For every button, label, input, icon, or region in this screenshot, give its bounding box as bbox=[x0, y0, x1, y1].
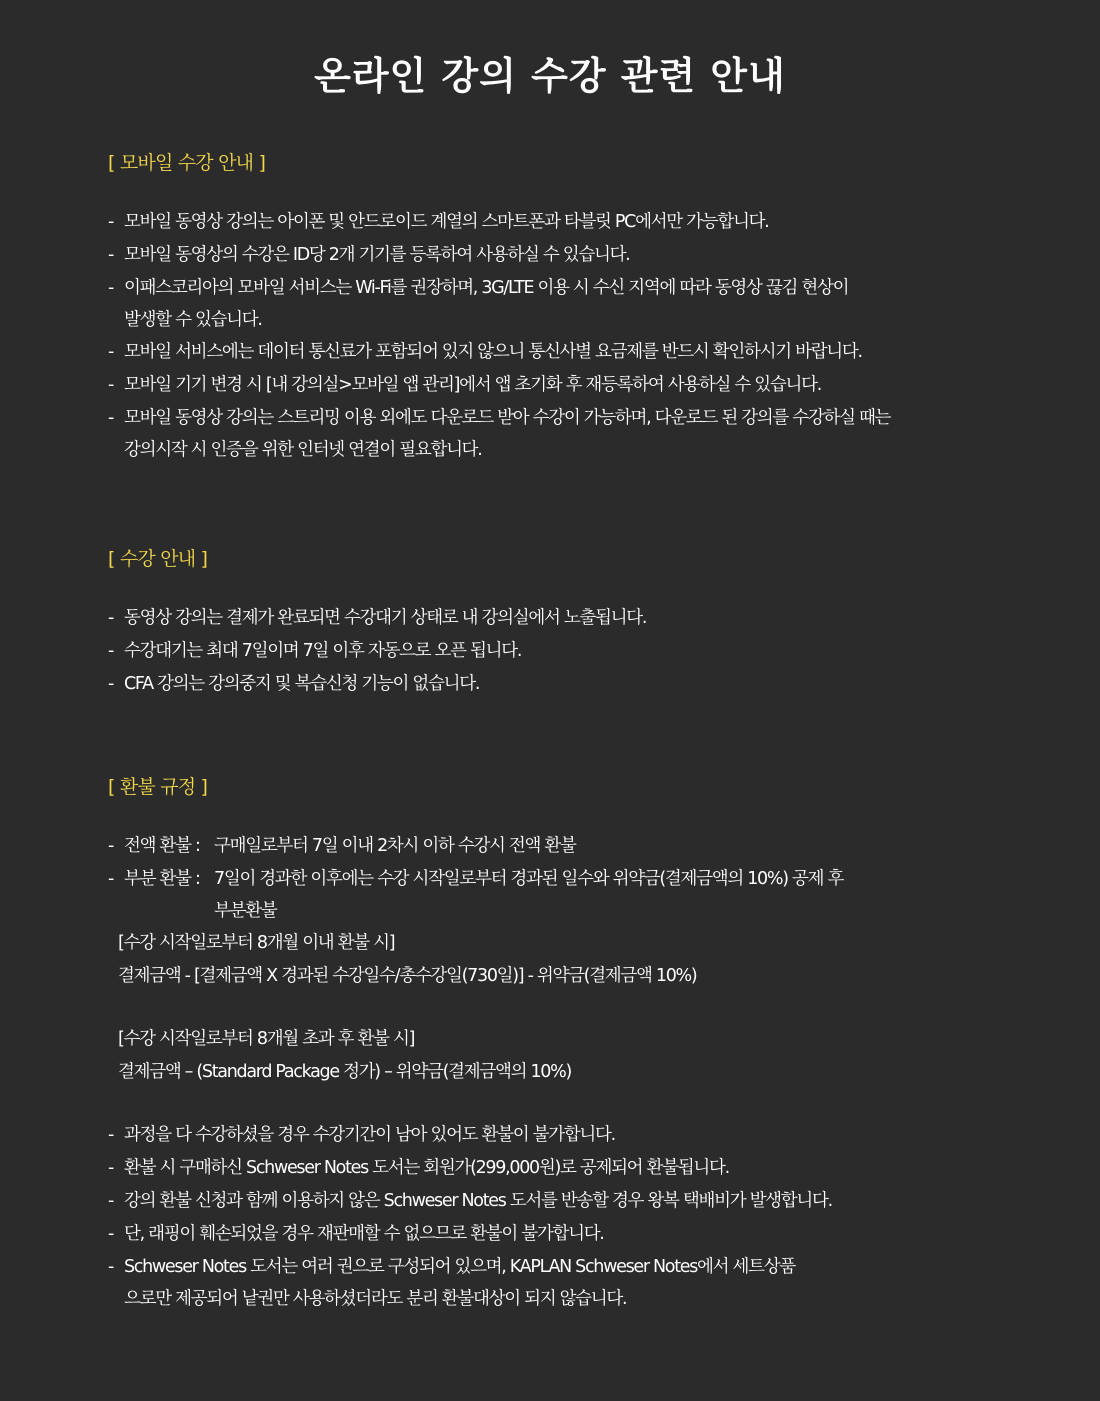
refund-calculation-after bbox=[118, 1023, 1008, 1089]
refund-note-line: - Schweser Notes 도서는 여러 권으로 구성되어 있으며, KAPLAN Schweser Notes에서 세트상품 bbox=[124, 1257, 795, 1277]
refund-note-item: - 강의 환불 신청과 함께 이용하지 않은 Schweser Notes 도서를 반송할 경우 왕복 택배비가 발생합니다. bbox=[108, 1185, 1008, 1218]
refund-full-item bbox=[108, 830, 1008, 863]
refund-partial-text-cont: 부분환불 bbox=[214, 901, 277, 921]
mobile-notice-item: - 모바일 서비스에는 데이터 통신료가 포함되어 있지 않으니 통신사별 요금제를 반드시 확인하시기 바랍니다. bbox=[108, 336, 1008, 369]
refund-notes-list bbox=[108, 1119, 1008, 1315]
refund-policy-list bbox=[108, 830, 1008, 927]
course-notice-item: - CFA 강의는 강의중지 및 복습신청 기능이 없습니다. bbox=[108, 668, 1008, 701]
mobile-notice-line: - 모바일 동영상 강의는 스트리밍 이용 외에도 다운로드 받아 수강이 가능하며, 다운로드 된 강의를 수강하실 때는 bbox=[124, 408, 891, 428]
refund-note-item: - 환불 시 구매하신 Schweser Notes 도서는 회원가(299,000원)로 공제되어 환불됩니다. bbox=[108, 1152, 1008, 1185]
course-section-heading: [ 수강 안내 ] bbox=[108, 548, 208, 570]
mobile-notice-item bbox=[108, 402, 1008, 466]
refund-full-label: 전액 환불 : bbox=[124, 836, 200, 856]
refund-partial-item bbox=[108, 863, 1008, 927]
page-title: 온라인 강의 수강 관련 안내 bbox=[314, 54, 786, 98]
mobile-notice-list bbox=[108, 206, 1008, 466]
mobile-section-heading: [ 모바일 수강 안내 ] bbox=[108, 152, 266, 174]
calc-after-title: [수강 시작일로부터 8개월 초과 후 환불 시] bbox=[118, 1029, 415, 1049]
refund-note-item: - 과정을 다 수강하셨을 경우 수강기간이 남아 있어도 환불이 불가합니다. bbox=[108, 1119, 1008, 1152]
mobile-notice-line: 강의시작 시 인증을 위한 인터넷 연결이 필요합니다. bbox=[124, 440, 482, 460]
course-notice-list bbox=[108, 602, 1008, 701]
mobile-notice-item: - 모바일 동영상의 수강은 ID당 2개 기기를 등록하여 사용하실 수 있습니다. bbox=[108, 239, 1008, 272]
mobile-notice-line: 발생할 수 있습니다. bbox=[124, 310, 262, 330]
refund-partial-text: 7일이 경과한 이후에는 수강 시작일로부터 경과된 일수와 위약금(결제금액의 10%) 공제 후 bbox=[214, 869, 844, 889]
calc-within-title: [수강 시작일로부터 8개월 이내 환불 시] bbox=[118, 933, 395, 953]
refund-note-item bbox=[108, 1251, 1008, 1315]
course-notice-item: - 동영상 강의는 결제가 완료되면 수강대기 상태로 내 강의실에서 노출됩니다. bbox=[108, 602, 1008, 635]
course-section bbox=[108, 546, 1008, 701]
mobile-notice-item bbox=[108, 272, 1008, 336]
mobile-notice-line: - 이패스코리아의 모바일 서비스는 Wi-Fi를 권장하며, 3G/LTE 이용 시 수신 지역에 따라 동영상 끊김 현상이 bbox=[124, 278, 849, 298]
mobile-notice-item: - 모바일 기기 변경 시 [내 강의실>모바일 앱 관리]에서 앱 초기화 후 재등록하여 사용하실 수 있습니다. bbox=[108, 369, 1008, 402]
mobile-section bbox=[108, 150, 1008, 466]
refund-partial-label: 부분 환불 : bbox=[124, 869, 200, 889]
refund-calculation-within bbox=[118, 927, 1008, 993]
refund-full-text: 구매일로부터 7일 이내 2차시 이하 수강시 전액 환불 bbox=[214, 836, 576, 856]
mobile-notice-item: - 모바일 동영상 강의는 아이폰 및 안드로이드 계열의 스마트폰과 타블릿 PC에서만 가능합니다. bbox=[108, 206, 1008, 239]
calc-within-formula: 결제금액 - [결제금액 X 경과된 수강일수/총수강일(730일)] - 위약금(결제금액 10%) bbox=[118, 966, 697, 986]
refund-note-line: 으로만 제공되어 낱권만 사용하셨더라도 분리 환불대상이 되지 않습니다. bbox=[124, 1289, 627, 1309]
refund-section-heading: [ 환불 규정 ] bbox=[108, 776, 208, 798]
refund-note-item: - 단, 래핑이 훼손되었을 경우 재판매할 수 없으므로 환불이 불가합니다. bbox=[108, 1218, 1008, 1251]
calc-after-formula: 결제금액 – (Standard Package 정가) – 위약금(결제금액의 10%) bbox=[118, 1062, 571, 1082]
refund-section bbox=[108, 774, 1008, 1315]
course-notice-item: - 수강대기는 최대 7일이며 7일 이후 자동으로 오픈 됩니다. bbox=[108, 635, 1008, 668]
